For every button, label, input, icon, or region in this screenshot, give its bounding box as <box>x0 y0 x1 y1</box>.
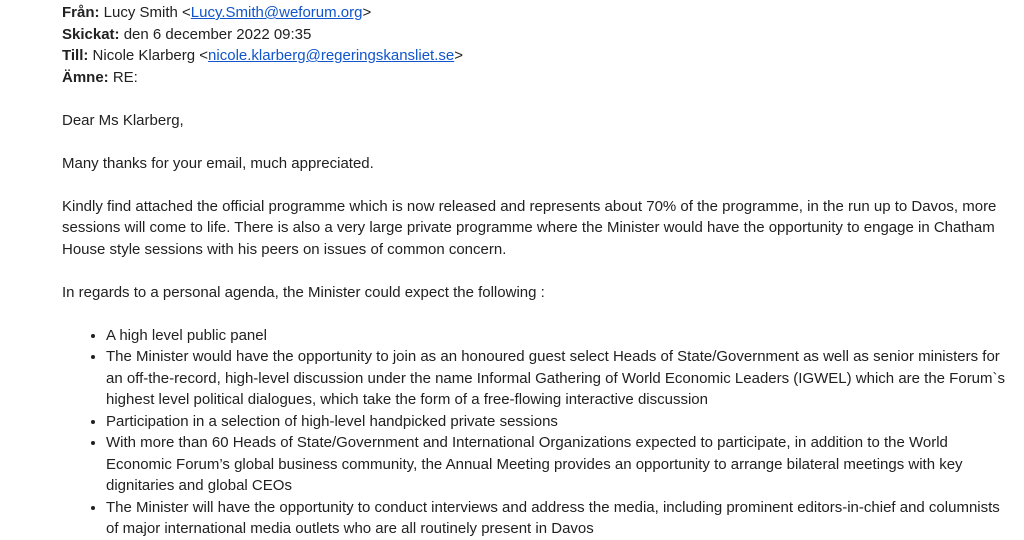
programme-paragraph: Kindly find attached the official programme which is now released and represents about 70% of the programme, in the run up to Davos, more sessions will come to life. There is also a very large private programme where the Minister would have the opportunity to engage in Chatham House style sessions with his peers on issues of common concern. <box>62 197 997 258</box>
list-item: • A high level public panel <box>106 325 1016 347</box>
header-to <box>62 45 1016 67</box>
header-to-name: Nicole Klarberg < <box>88 47 209 64</box>
header-subject <box>62 67 1016 89</box>
header-subject-value: RE: <box>108 68 138 86</box>
list-item: • With more than 60 Heads of State/Government and International Organizations expected to participate, in addition to the World Economic Forum’s global business community, the Annual Meeting provides an opportunity to arrange bilateral meetings with key dignitaries and global CEOs <box>106 432 1016 497</box>
header-from-bracket: > <box>362 4 372 21</box>
header-sent-value: den 6 december 2022 09:35 <box>119 25 312 43</box>
agenda-intro-paragraph: In regards to a personal agenda, the Minister could expect the following : <box>62 283 545 301</box>
list-item: • Participation in a selection of high-level handpicked private sessions <box>106 411 1016 433</box>
header-sent-label: Skickat: <box>62 25 120 43</box>
header-subject-label: Ämne: <box>62 68 109 86</box>
header-to-label: Till: <box>62 47 89 64</box>
list-item: • The Minister will have the opportunity to conduct interviews and address the media, including prominent editors-in-chief and columnists of major international media outlets who are all routinely present in Davos <box>106 497 1016 540</box>
thanks-paragraph: Many thanks for your email, much appreciated. <box>62 154 374 172</box>
list-item: • The Minister would have the opportunity to join as an honoured guest select Heads of State/Government as well as senior ministers for an off-the-record, high-level discussion under the name Informal Gathering of World Economic Leaders (IGWEL) which are the Forum`s highest level political dialogues, which take the form of a free-flowing interactive discussion <box>106 346 1016 411</box>
to-email-link[interactable]: nicole.klarberg@regeringskansliet.se <box>208 47 455 64</box>
header-to-bracket: > <box>454 47 463 64</box>
header-sent <box>62 24 1016 46</box>
greeting-line: Dear Ms Klarberg, <box>62 111 184 129</box>
agenda-list <box>62 325 1016 540</box>
email-header-block <box>62 2 1016 88</box>
header-from-name: Lucy Smith < <box>99 4 191 21</box>
from-email-link[interactable]: Lucy.Smith@weforum.org <box>190 4 363 21</box>
header-from <box>62 2 1016 24</box>
header-from-label: Från: <box>62 4 100 21</box>
